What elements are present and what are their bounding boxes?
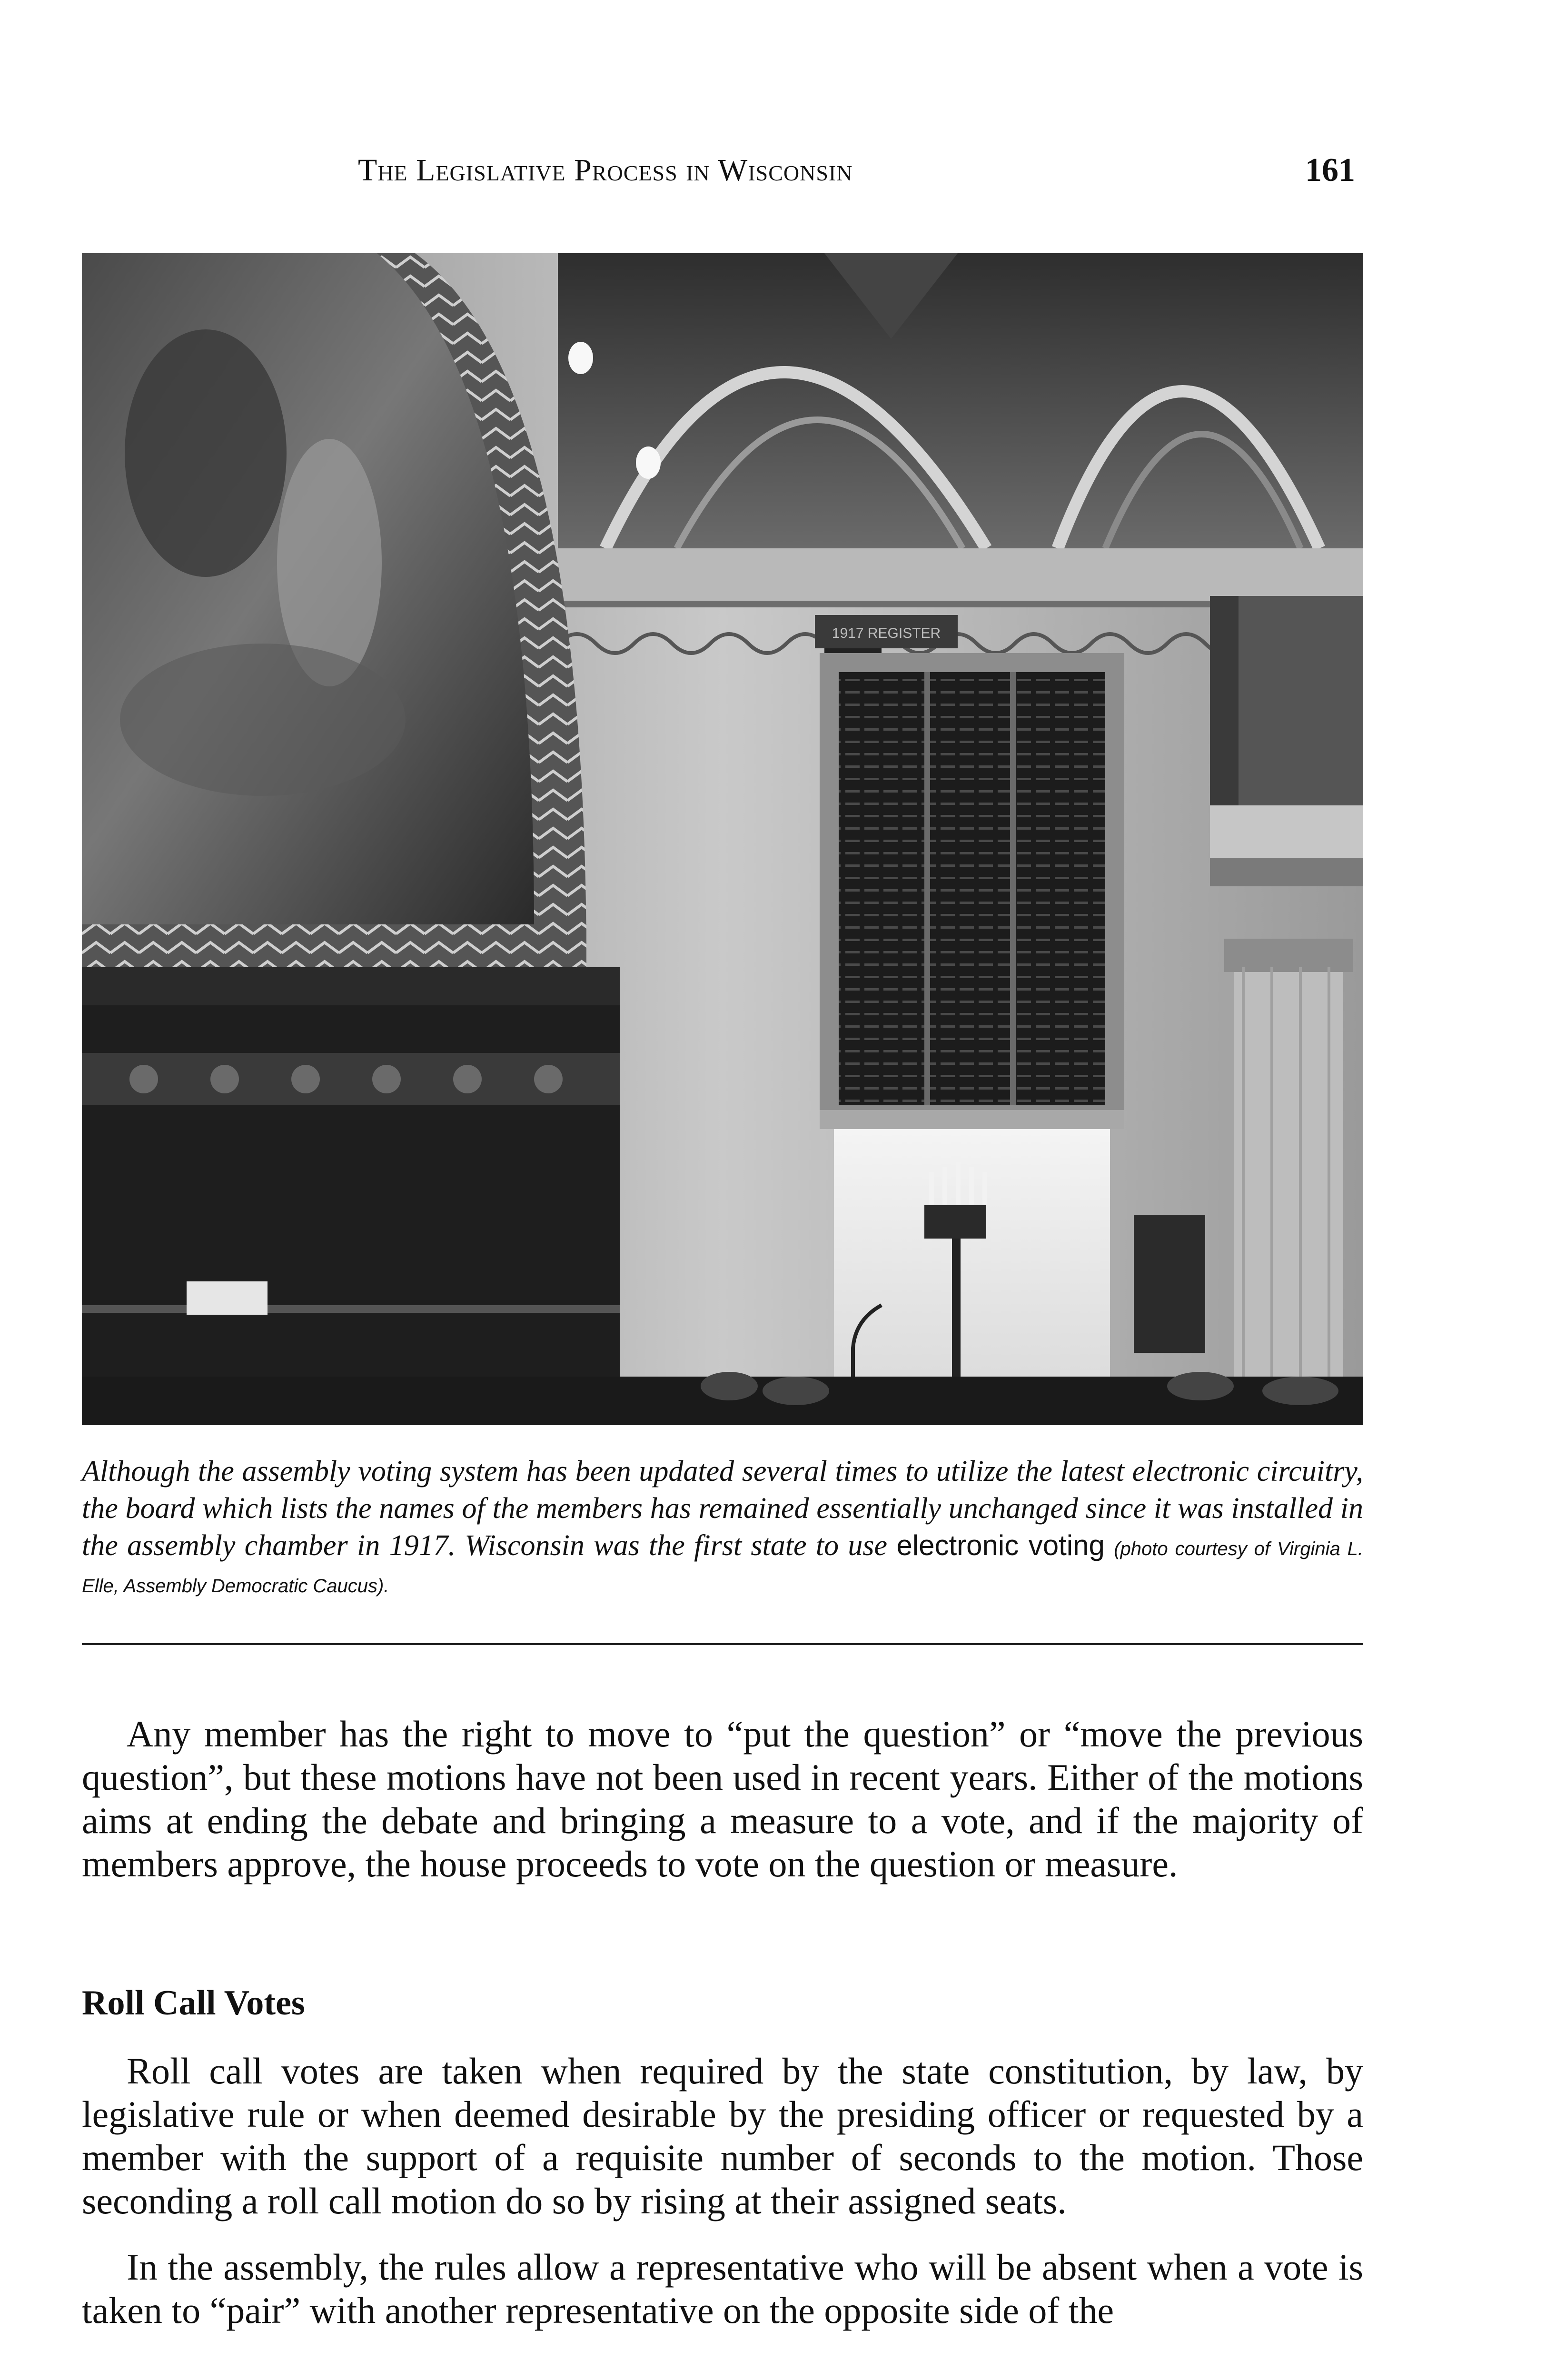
wall-plaque xyxy=(1134,1215,1205,1353)
ceiling-light xyxy=(568,342,593,374)
body-paragraph-pairing: In the assembly, the rules allow a representative who will be absent when a vote is taken to “pair” with another representative on the opposite side of the xyxy=(82,2246,1363,2331)
ceiling-light xyxy=(636,446,661,479)
section-heading: Roll Call Votes xyxy=(82,1983,305,2023)
running-head: The Legislative Process in Wisconsin xyxy=(358,153,853,188)
marble-column xyxy=(1234,967,1343,1424)
rostrum-cornice xyxy=(82,967,620,1005)
caption-emphasis: electronic voting xyxy=(896,1529,1105,1562)
board-plaque: 1917 REGISTER xyxy=(832,625,941,641)
body-paragraph-previous-question: Any member has the right to move to “put the question” or “move the previous question”, but these motions have not been used in recent years. Either of the motions aims at ending the debate and bringing a measure to a vote, and if the majority of members approve, the house proceeds to vote on the question or measure. xyxy=(82,1713,1363,1884)
page-number: 161 xyxy=(1305,152,1355,188)
rostrum-papers xyxy=(187,1281,268,1315)
caption-text: Although the assembly voting system has been updated several times to utilize the latest electronic circuitry, the board which lists the names of the members has remained essentially unchanged since it was installed in the assembly chamber in 1917. Wisconsin was the first state to use xyxy=(82,1455,1363,1562)
photo-credit: (photo courtesy of Virginia L. Elle, Assembly Democratic Caucus). xyxy=(82,1538,1364,1597)
assembly-chamber-photo xyxy=(82,253,1363,1425)
caption-divider xyxy=(82,1643,1363,1645)
photo-caption xyxy=(82,1453,1363,1601)
voting-board-names xyxy=(839,672,1105,1105)
body-paragraph-roll-call: Roll call votes are taken when required by the state constitution, by law, by legislative rule or when deemed desirable by the presiding officer or requested by a member with the support of a requisite number of seconds to the motion. Those seconding a roll call motion do so by rising at their assigned seats. xyxy=(82,2050,1363,2221)
